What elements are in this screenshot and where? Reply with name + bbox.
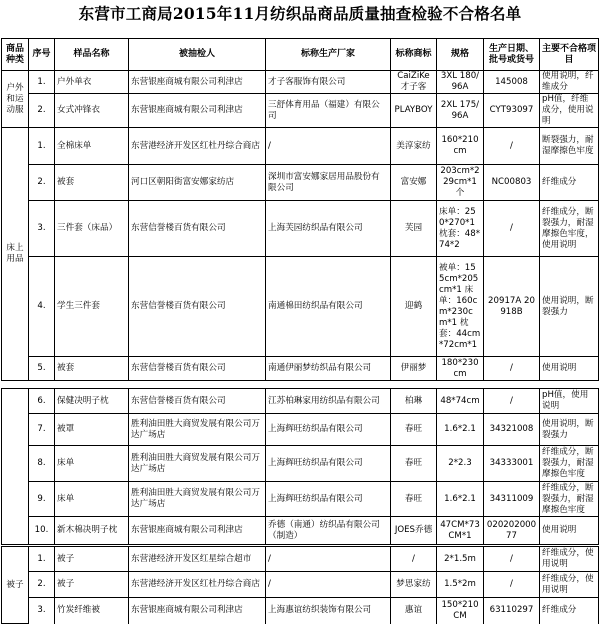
row-maker: / xyxy=(266,128,391,165)
row-spec: 2*1.5m xyxy=(437,546,484,572)
row-items: 纤维成分，使用说明 xyxy=(540,572,599,598)
row-brand: PLAYBOY xyxy=(391,94,437,128)
row-brand: 春旺 xyxy=(391,446,437,482)
row-name: 被子 xyxy=(55,572,129,598)
row-name: 竹炭纤维被 xyxy=(55,598,129,624)
row-inspected: 东营信誉楼百货有限公司 xyxy=(129,201,266,257)
row-maker: 江苏柏琳家用纺织品有限公司 xyxy=(266,389,391,414)
table-row xyxy=(2,546,599,572)
row-inspected: 胜利油田胜大商贸发展有限公司万达广场店 xyxy=(129,446,266,482)
row-no: 6. xyxy=(29,389,55,414)
page-break xyxy=(2,381,599,389)
header-inspected: 被抽检人 xyxy=(129,39,266,71)
table-row xyxy=(2,165,599,201)
row-maker: 上海辉旺纺织品有限公司 xyxy=(266,482,391,517)
row-inspected: 东营银座商城有限公司利津店 xyxy=(129,598,266,624)
row-name: 床单 xyxy=(55,446,129,482)
header-items: 主要不合格项目 xyxy=(540,39,599,71)
row-spec: 47CM*73CM*1 xyxy=(437,517,484,546)
row-no: 7. xyxy=(29,414,55,446)
header-name: 样品名称 xyxy=(55,39,129,71)
row-name: 被罩 xyxy=(55,414,129,446)
row-spec: 3XL 180/96A xyxy=(437,71,484,94)
row-name: 床单 xyxy=(55,482,129,517)
row-brand: 美淳家纺 xyxy=(391,128,437,165)
row-spec: 1.6*2.1 xyxy=(437,414,484,446)
row-batch: 34333001 xyxy=(484,446,540,482)
row-brand: 芙园 xyxy=(391,201,437,257)
row-batch: / xyxy=(484,546,540,572)
row-maker: 上海芙园纺织品有限公司 xyxy=(266,201,391,257)
row-brand: / xyxy=(391,546,437,572)
row-items: 使用说明 xyxy=(540,517,599,546)
header-maker: 标称生产厂家 xyxy=(266,39,391,71)
table-row xyxy=(2,201,599,257)
page-title: 东营市工商局2015年11月纺织品商品质量抽查检验不合格名单 xyxy=(78,4,522,23)
row-maker: / xyxy=(266,546,391,572)
row-spec: 48*74cm xyxy=(437,389,484,414)
row-spec: 2*2.3 xyxy=(437,446,484,482)
row-items: pH值，纤维成分，使用说明 xyxy=(540,94,599,128)
row-spec: 203cm*229cm*1个 xyxy=(437,165,484,201)
table-row xyxy=(2,414,599,446)
row-items: 使用说明，断裂强力 xyxy=(540,257,599,357)
header-brand: 标称商标 xyxy=(391,39,437,71)
category-cell: 床上用品 xyxy=(2,128,29,381)
row-inspected: 东营银座商城有限公司利津店 xyxy=(129,517,266,546)
row-no: 1. xyxy=(29,71,55,94)
row-no: 2. xyxy=(29,572,55,598)
row-brand: CaiZiKe 才子客 xyxy=(391,71,437,94)
row-name: 新木棉决明子枕 xyxy=(55,517,129,546)
row-batch: / xyxy=(484,357,540,381)
row-inspected: 东营港经济开发区红杜丹综合商店 xyxy=(129,128,266,165)
row-maker: 南通伊丽梦纺织品有限公司 xyxy=(266,357,391,381)
row-items: 纤维成分，使用说明 xyxy=(540,546,599,572)
row-no: 3. xyxy=(29,598,55,624)
table-row xyxy=(2,94,599,128)
table-row xyxy=(2,71,599,94)
row-brand: 春旺 xyxy=(391,482,437,517)
row-maker: 上海辉旺纺织品有限公司 xyxy=(266,414,391,446)
row-inspected: 河口区朝阳街富安娜家纺店 xyxy=(129,165,266,201)
row-inspected: 胜利油田胜大商贸发展有限公司万达广场店 xyxy=(129,482,266,517)
header-no: 序号 xyxy=(29,39,55,71)
row-items: 纤维成分，断裂强力，耐湿摩擦色牢度，使用说明 xyxy=(540,201,599,257)
row-maker: / xyxy=(266,572,391,598)
table-row xyxy=(2,482,599,517)
row-brand: 迎鹤 xyxy=(391,257,437,357)
row-items: pH值，使用说明 xyxy=(540,389,599,414)
table-row xyxy=(2,572,599,598)
row-inspected: 东营银座商城有限公司利津店 xyxy=(129,71,266,94)
table-row xyxy=(2,446,599,482)
row-maker: 才子客服饰有限公司 xyxy=(266,71,391,94)
row-batch: 02020200077 xyxy=(484,517,540,546)
category-cell: 被子 xyxy=(2,546,29,624)
row-brand: 梦思家纺 xyxy=(391,572,437,598)
row-items: 纤维成分 xyxy=(540,598,599,624)
row-spec: 1.6*2.1 xyxy=(437,482,484,517)
row-no: 1. xyxy=(29,546,55,572)
row-batch: NC00803 xyxy=(484,165,540,201)
row-no: 3. xyxy=(29,201,55,257)
row-no: 5. xyxy=(29,357,55,381)
row-batch: / xyxy=(484,389,540,414)
row-spec: 160*210 cm xyxy=(437,128,484,165)
row-inspected: 东营信誉楼百货有限公司 xyxy=(129,357,266,381)
row-batch: / xyxy=(484,128,540,165)
row-inspected: 东营信誉楼百货有限公司 xyxy=(129,389,266,414)
row-batch: 34321008 xyxy=(484,414,540,446)
row-brand: JOES乔德 xyxy=(391,517,437,546)
row-name: 被套 xyxy=(55,357,129,381)
row-maker: 上海惠谊纺织装饰有限公司 xyxy=(266,598,391,624)
table-row xyxy=(2,128,599,165)
table-header-row xyxy=(2,39,599,71)
row-inspected: 东营信誉楼百货有限公司 xyxy=(129,257,266,357)
row-maker: 三舒体育用品（福建）有限公司 xyxy=(266,94,391,128)
row-items: 纤维成分，断裂强力，耐湿摩擦色牢度 xyxy=(540,446,599,482)
row-items: 断裂强力，耐湿摩擦色牢度 xyxy=(540,128,599,165)
row-spec: 180*230 cm xyxy=(437,357,484,381)
row-batch: 20917A 20918B xyxy=(484,257,540,357)
row-items: 使用说明，断裂强力 xyxy=(540,414,599,446)
table-row xyxy=(2,517,599,546)
header-category: 商品种类 xyxy=(2,39,29,71)
row-items: 纤维成分，断裂强力，耐湿摩擦色牢度 xyxy=(540,482,599,517)
row-name: 保健决明子枕 xyxy=(55,389,129,414)
row-spec: 1.5*2m xyxy=(437,572,484,598)
row-no: 2. xyxy=(29,165,55,201)
row-batch: 63110297 xyxy=(484,598,540,624)
row-no: 1. xyxy=(29,128,55,165)
row-maker: 乔德（南通）纺织品有限公司（制造） xyxy=(266,517,391,546)
row-spec: 2XL 175/96A xyxy=(437,94,484,128)
row-inspected: 东营银座商城有限公司利津店 xyxy=(129,94,266,128)
row-inspected: 东营港经济开发区红杜丹综合商店 xyxy=(129,572,266,598)
table-row xyxy=(2,357,599,381)
row-maker: 南通棉田纺织品有限公司 xyxy=(266,257,391,357)
row-brand: 柏琳 xyxy=(391,389,437,414)
row-maker: 上海辉旺纺织品有限公司 xyxy=(266,446,391,482)
category-cell-continued xyxy=(2,389,29,546)
row-name: 学生三件套 xyxy=(55,257,129,357)
row-name: 被子 xyxy=(55,546,129,572)
row-no: 4. xyxy=(29,257,55,357)
row-batch: / xyxy=(484,572,540,598)
row-batch: / xyxy=(484,201,540,257)
category-cell: 户外和运动服 xyxy=(2,71,29,128)
row-no: 10. xyxy=(29,517,55,546)
row-brand: 惠谊 xyxy=(391,598,437,624)
table-row xyxy=(2,598,599,624)
row-no: 8. xyxy=(29,446,55,482)
row-maker: 深圳市富安娜家居用品股份有限公司 xyxy=(266,165,391,201)
table-row xyxy=(2,257,599,357)
row-items: 使用说明，纤维成分 xyxy=(540,71,599,94)
row-items: 使用说明 xyxy=(540,357,599,381)
row-inspected: 东营港经济开发区红星综合超市 xyxy=(129,546,266,572)
row-spec: 被单：155cm*205cm*1 床单：160cm*230cm*1 枕套：44cm*72cm*1 xyxy=(437,257,484,357)
row-brand: 富安娜 xyxy=(391,165,437,201)
row-batch: 34311009 xyxy=(484,482,540,517)
row-name: 女式冲锋衣 xyxy=(55,94,129,128)
row-batch: 145008 xyxy=(484,71,540,94)
row-spec: 床单：250*270*1 枕套：48*74*2 xyxy=(437,201,484,257)
header-spec: 规格 xyxy=(437,39,484,71)
row-brand: 伊丽梦 xyxy=(391,357,437,381)
row-name: 户外单衣 xyxy=(55,71,129,94)
row-name: 三件套（床品） xyxy=(55,201,129,257)
row-batch: CYT93097 xyxy=(484,94,540,128)
table-row xyxy=(2,389,599,414)
row-name: 被套 xyxy=(55,165,129,201)
row-name: 全棉床单 xyxy=(55,128,129,165)
row-spec: 150*210CM xyxy=(437,598,484,624)
row-no: 9. xyxy=(29,482,55,517)
failed-products-table xyxy=(1,38,599,624)
header-batch: 生产日期、批号或货号 xyxy=(484,39,540,71)
row-brand: 春旺 xyxy=(391,414,437,446)
row-items: 纤维成分 xyxy=(540,165,599,201)
row-no: 2. xyxy=(29,94,55,128)
row-inspected: 胜利油田胜大商贸发展有限公司万达广场店 xyxy=(129,414,266,446)
